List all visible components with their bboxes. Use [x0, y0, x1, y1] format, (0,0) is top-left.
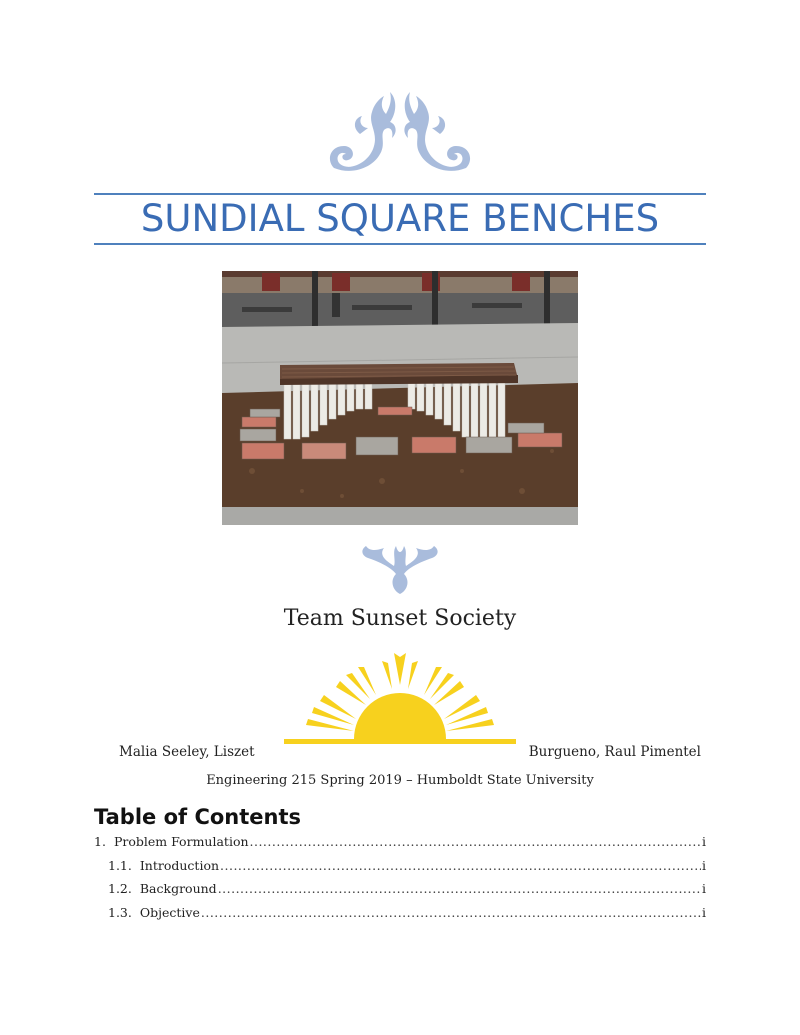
- course-line: Engineering 215 Spring 2019 – Humboldt State University: [206, 773, 594, 788]
- toc-leader-dots: [218, 881, 701, 896]
- authors-right: Burgueno, Raul Pimentel: [528, 744, 701, 760]
- toc-entry-label: Problem Formulation: [113, 834, 249, 849]
- title-rule-bottom: [94, 243, 706, 245]
- toc-list: [94, 834, 706, 928]
- rising-sun-icon: [284, 653, 516, 745]
- team-name: Team Sunset Society: [283, 606, 517, 631]
- toc-entry-page: i: [702, 857, 706, 873]
- toc-entry-page: i: [702, 881, 706, 896]
- floral-flourish-icon: [322, 88, 478, 178]
- toc-entry-page: i: [702, 834, 706, 849]
- floral-drop-icon: [358, 538, 442, 596]
- toc-leader-dots: [220, 858, 701, 873]
- bench-photo: [222, 271, 578, 525]
- document-title: SUNDIAL SQUARE BENCHES: [140, 196, 660, 240]
- toc-entry-label: Objective: [139, 904, 200, 920]
- toc-entry[interactable]: [94, 881, 706, 905]
- toc-entry[interactable]: [94, 834, 706, 858]
- toc-heading: Table of Contents: [94, 805, 302, 829]
- toc-entry-label: Background: [139, 881, 217, 896]
- toc-leader-dots: [250, 834, 701, 849]
- toc-entry-number: 1.2.: [108, 881, 132, 896]
- toc-entry-number: 1.: [94, 834, 106, 849]
- toc-entry[interactable]: [94, 858, 706, 882]
- toc-leader-dots: [201, 905, 701, 920]
- toc-entry-page: i: [702, 904, 706, 920]
- authors-left: Malia Seeley, Liszet: [119, 744, 255, 760]
- toc-entry[interactable]: [94, 905, 706, 929]
- toc-entry-number: 1.3.: [108, 904, 132, 920]
- toc-entry-label: Introduction: [139, 857, 220, 873]
- toc-entry-number: 1.1.: [108, 857, 132, 873]
